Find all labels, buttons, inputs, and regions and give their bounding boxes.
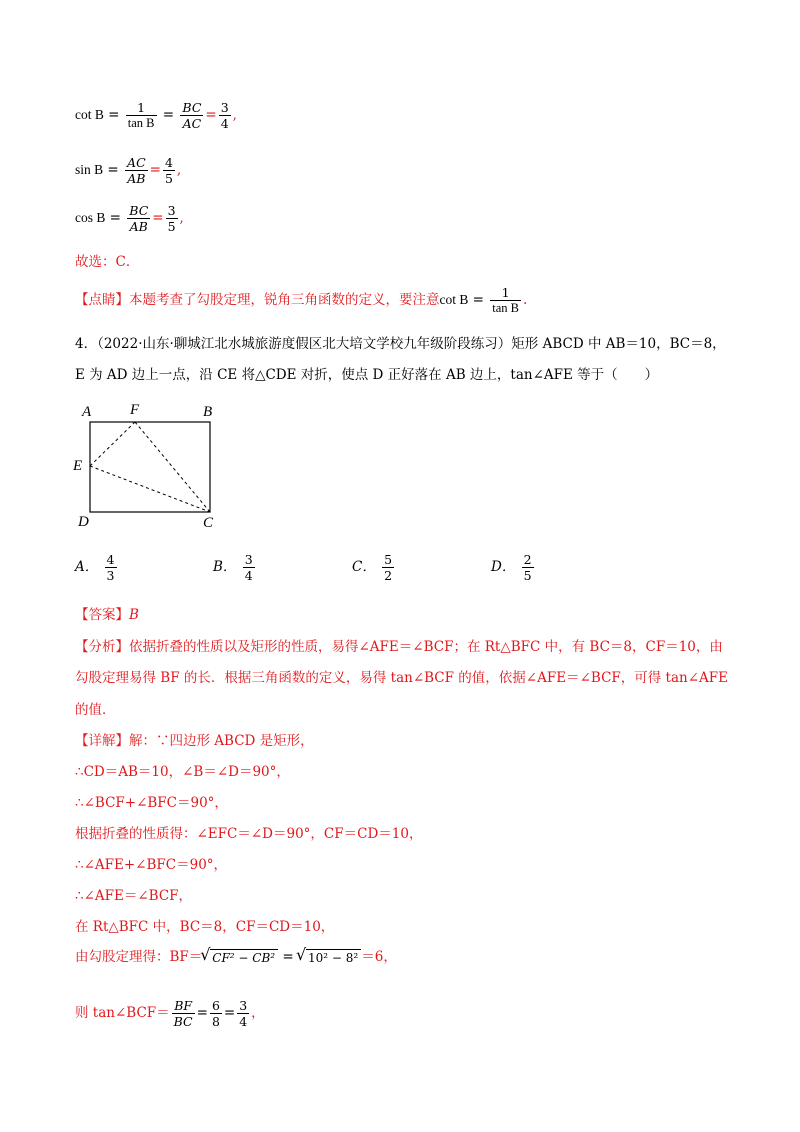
label-D: D: [78, 514, 89, 530]
label-F: F: [130, 402, 140, 418]
formula-cos: cos B = $\frac{BC}{AB}$ = $\frac{3}{5}$ ,: [75, 203, 184, 234]
answer-line: 【答案】B: [75, 607, 139, 623]
analysis-line-3: 的值．: [75, 702, 116, 718]
formula-cot: cot B = $\frac{1}{\text{tan B}}$ = $\frac{BC}{AC}$ = $\frac{3}{4}$ ,: [75, 100, 237, 131]
question-line-2: E 为 AD 边上一点，沿 CE 将△CDE 对折，使点 D 正好落在 AB 边上，tan∠AFE 等于（ ）: [75, 367, 659, 383]
option-c[interactable]: C． $\frac{5}{2}$: [352, 552, 393, 583]
comment-line: 【点睛】本题考查了勾股定理，锐角三角函数的定义，要注意cot B = $\frac{1}{\text{tan B}}$ .: [75, 285, 528, 315]
detail-line-7: 在 Rt△BFC 中，BC＝8，CF＝CD＝10，: [75, 919, 335, 935]
label-E: E: [73, 458, 83, 474]
label-C: C: [203, 515, 214, 530]
detail-line-3: ∴∠BCF+∠BFC＝90°，: [75, 795, 228, 811]
detail-line-6: ∴∠AFE＝∠BCF，: [75, 888, 193, 904]
label-A: A: [82, 404, 92, 420]
rectangle-fold-figure: [70, 400, 230, 530]
question-line-1: 4．（2022·山东·聊城江北水城旅游度假区北大培文学校九年级阶段练习）矩形 ABCD 中 AB＝10，BC＝8，: [75, 336, 726, 352]
detail-line-1: 【详解】解：∵四边形 ABCD 是矩形，: [75, 733, 314, 749]
analysis-line-2: 勾股定理易得 BF 的长．根据三角函数的定义，易得 tan∠BCF 的值，依据∠AFE＝∠BCF，可得 tan∠AFE: [75, 670, 729, 686]
option-b[interactable]: B． $\frac{3}{4}$: [213, 552, 253, 583]
label-B: B: [203, 404, 213, 420]
option-d[interactable]: D． $\frac{2}{5}$: [491, 552, 532, 583]
detail-line-8: 由勾股定理得：BF＝√ CF² − CB² = √ 10² − 8² ＝6，: [75, 948, 397, 966]
formula-sin: sin B = $\frac{AC}{AB}$ = $\frac{4}{5}$ ,: [75, 155, 182, 186]
analysis-line-1: 【分析】依据折叠的性质以及矩形的性质，易得∠AFE＝∠BCF；在 Rt△BFC 中，有 BC＝8，CF＝10，由: [75, 639, 723, 655]
detail-line-9: 则 tan∠BCF＝ $\frac{BF}{BC}$ = $\frac{6}{8}$ = $\frac{3}{4}$ ，: [75, 998, 265, 1029]
option-a[interactable]: A． $\frac{4}{3}$: [75, 552, 115, 583]
choice-prev: 故选：C．: [75, 254, 140, 270]
detail-line-2: ∴CD＝AB＝10，∠B＝∠D＝90°，: [75, 764, 290, 780]
detail-line-4: 根据折叠的性质得：∠EFC＝∠D＝90°，CF＝CD＝10，: [75, 826, 423, 842]
detail-line-5: ∴∠AFE+∠BFC＝90°，: [75, 857, 228, 873]
